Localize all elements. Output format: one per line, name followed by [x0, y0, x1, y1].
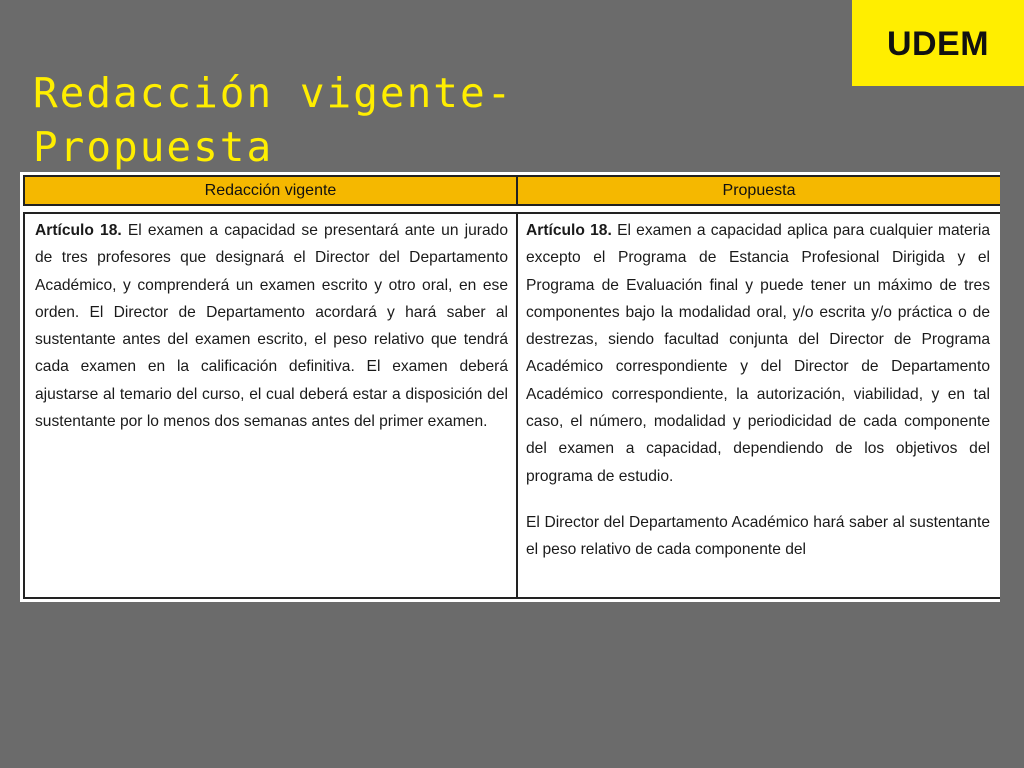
table-header-row	[23, 175, 1000, 206]
proposal-paragraph-2: El Director del Departamento Académico hará saber al sustentante el peso relativo de cada componente del	[526, 513, 990, 559]
proposal-paragraph-1	[526, 217, 990, 490]
slide-title-line-2: Propuesta	[33, 123, 274, 171]
paragraph-gap	[526, 490, 990, 509]
logo-text: UDEM	[886, 24, 990, 63]
table-body-row	[23, 212, 1000, 599]
proposal-article-label: Artículo 18.	[526, 222, 612, 239]
current-article-text: El examen a capacidad se presentará ante un jurado de tres profesores que designará el Director del Departamento Académico, y comprenderá un examen escrito y otro oral, en ese orden. El Director de Departamento acordará y hará saber al sustentante antes del examen escrito, el peso relativo que tendrá cada examen en la calificación definitiva. El examen deberá ajustarse al temario del curso, el cual deberá estar a disposición del sustentante por lo menos dos semanas antes del primer examen.	[35, 222, 508, 431]
current-paragraph	[35, 217, 508, 435]
slide-title-line-1: Redacción vigente-	[33, 69, 514, 117]
column-header-current: Redacción vigente	[25, 177, 518, 204]
udem-logo	[852, 0, 1024, 86]
comparison-table	[20, 172, 1000, 602]
slide-title	[33, 66, 513, 174]
column-header-proposal: Propuesta	[722, 181, 796, 199]
proposal-text-cell	[518, 214, 1000, 597]
current-article-label: Artículo 18.	[35, 222, 122, 239]
current-text-cell	[25, 214, 518, 597]
proposal-article-text: El examen a capacidad aplica para cualquier materia excepto el Programa de Estancia Profesional Dirigida y el Programa de Evaluación final y puede tener un máximo de tres componentes bajo la modalidad oral, y/o escrita y/o práctica o de destrezas, siendo facultad conjunta del Director de Programa Académico correspondiente y del Director de Departamento Académico correspondiente, la autorización, viabilidad, y en tal caso, el número, modalidad y periodicidad de cada componente del examen a capacidad, dependiendo de los objetivos del programa de estudio.	[526, 222, 990, 485]
